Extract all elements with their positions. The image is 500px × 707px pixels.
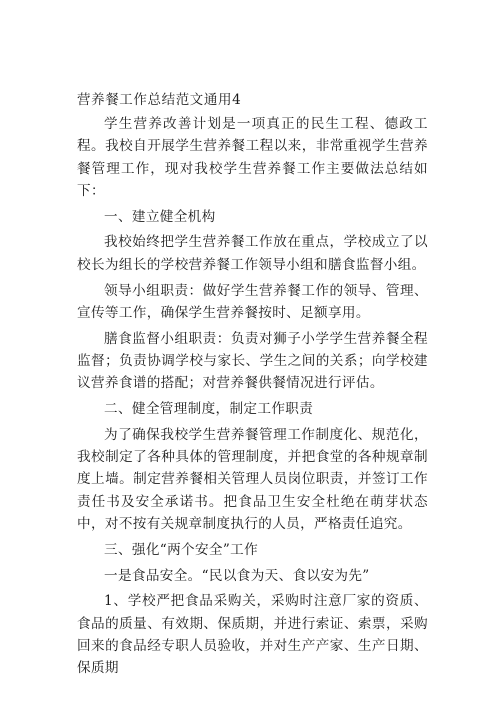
document-body [77,113,428,680]
section-heading-2: 二、健全管理制度，制定工作职责 [104,401,314,418]
section-heading-1: 一、建立健全机构 [104,208,216,225]
paragraph-supervision-duties: 膳食监督小组职责：负责对狮子小学学生营养餐全程监督；负责协调学校与家长、学生之间的关系；向学校建议营养食谱的搭配；对营养餐供餐情况进行评估。 [77,330,428,392]
paragraph-procurement: 1、学校严把食品采购关，采购时注意厂家的资质、食品的质量、有效期、保质期，并进行索证、索票，采购回来的食品经专职人员验收，并对生产产家、生产日期、保质期 [77,593,428,677]
paragraph-leadership-duties: 领导小组职责：做好学生营养餐工作的领导、管理、宣传等工作，确保学生营养餐按时、足额享用。 [77,282,428,321]
paragraph-intro: 学生营养改善计划是一项真正的民生工程、德政工程。我校自开展学生营养餐工程以来，非常重视学生营养餐管理工作，现对我校学生营养餐工作主要做法总结如下： [77,116,428,199]
paragraph-management-system: 为了确保我校学生营养餐管理工作制度化、规范化，我校制定了各种具体的管理制度，并把食堂的各种规章制度上墙。制定营养餐相关管理人员岗位职责，并签订工作责任书及安全承诺书。把食品卫生安全杜绝在萌芽状态中，对不按有关规章制度执行的人员，严格责任追究。 [77,426,428,533]
paragraph-organization: 我校始终把学生营养餐工作放在重点，学校成立了以校长为组长的学校营养餐工作领导小组和膳食监督小组。 [77,234,428,273]
paragraph-food-safety: 一是食品安全。“民以食为天、食以安为先” [104,567,370,584]
document-title: 营养餐工作总结范文通用4 [77,92,242,108]
section-heading-3: 三、强化“两个安全”工作 [104,541,259,558]
